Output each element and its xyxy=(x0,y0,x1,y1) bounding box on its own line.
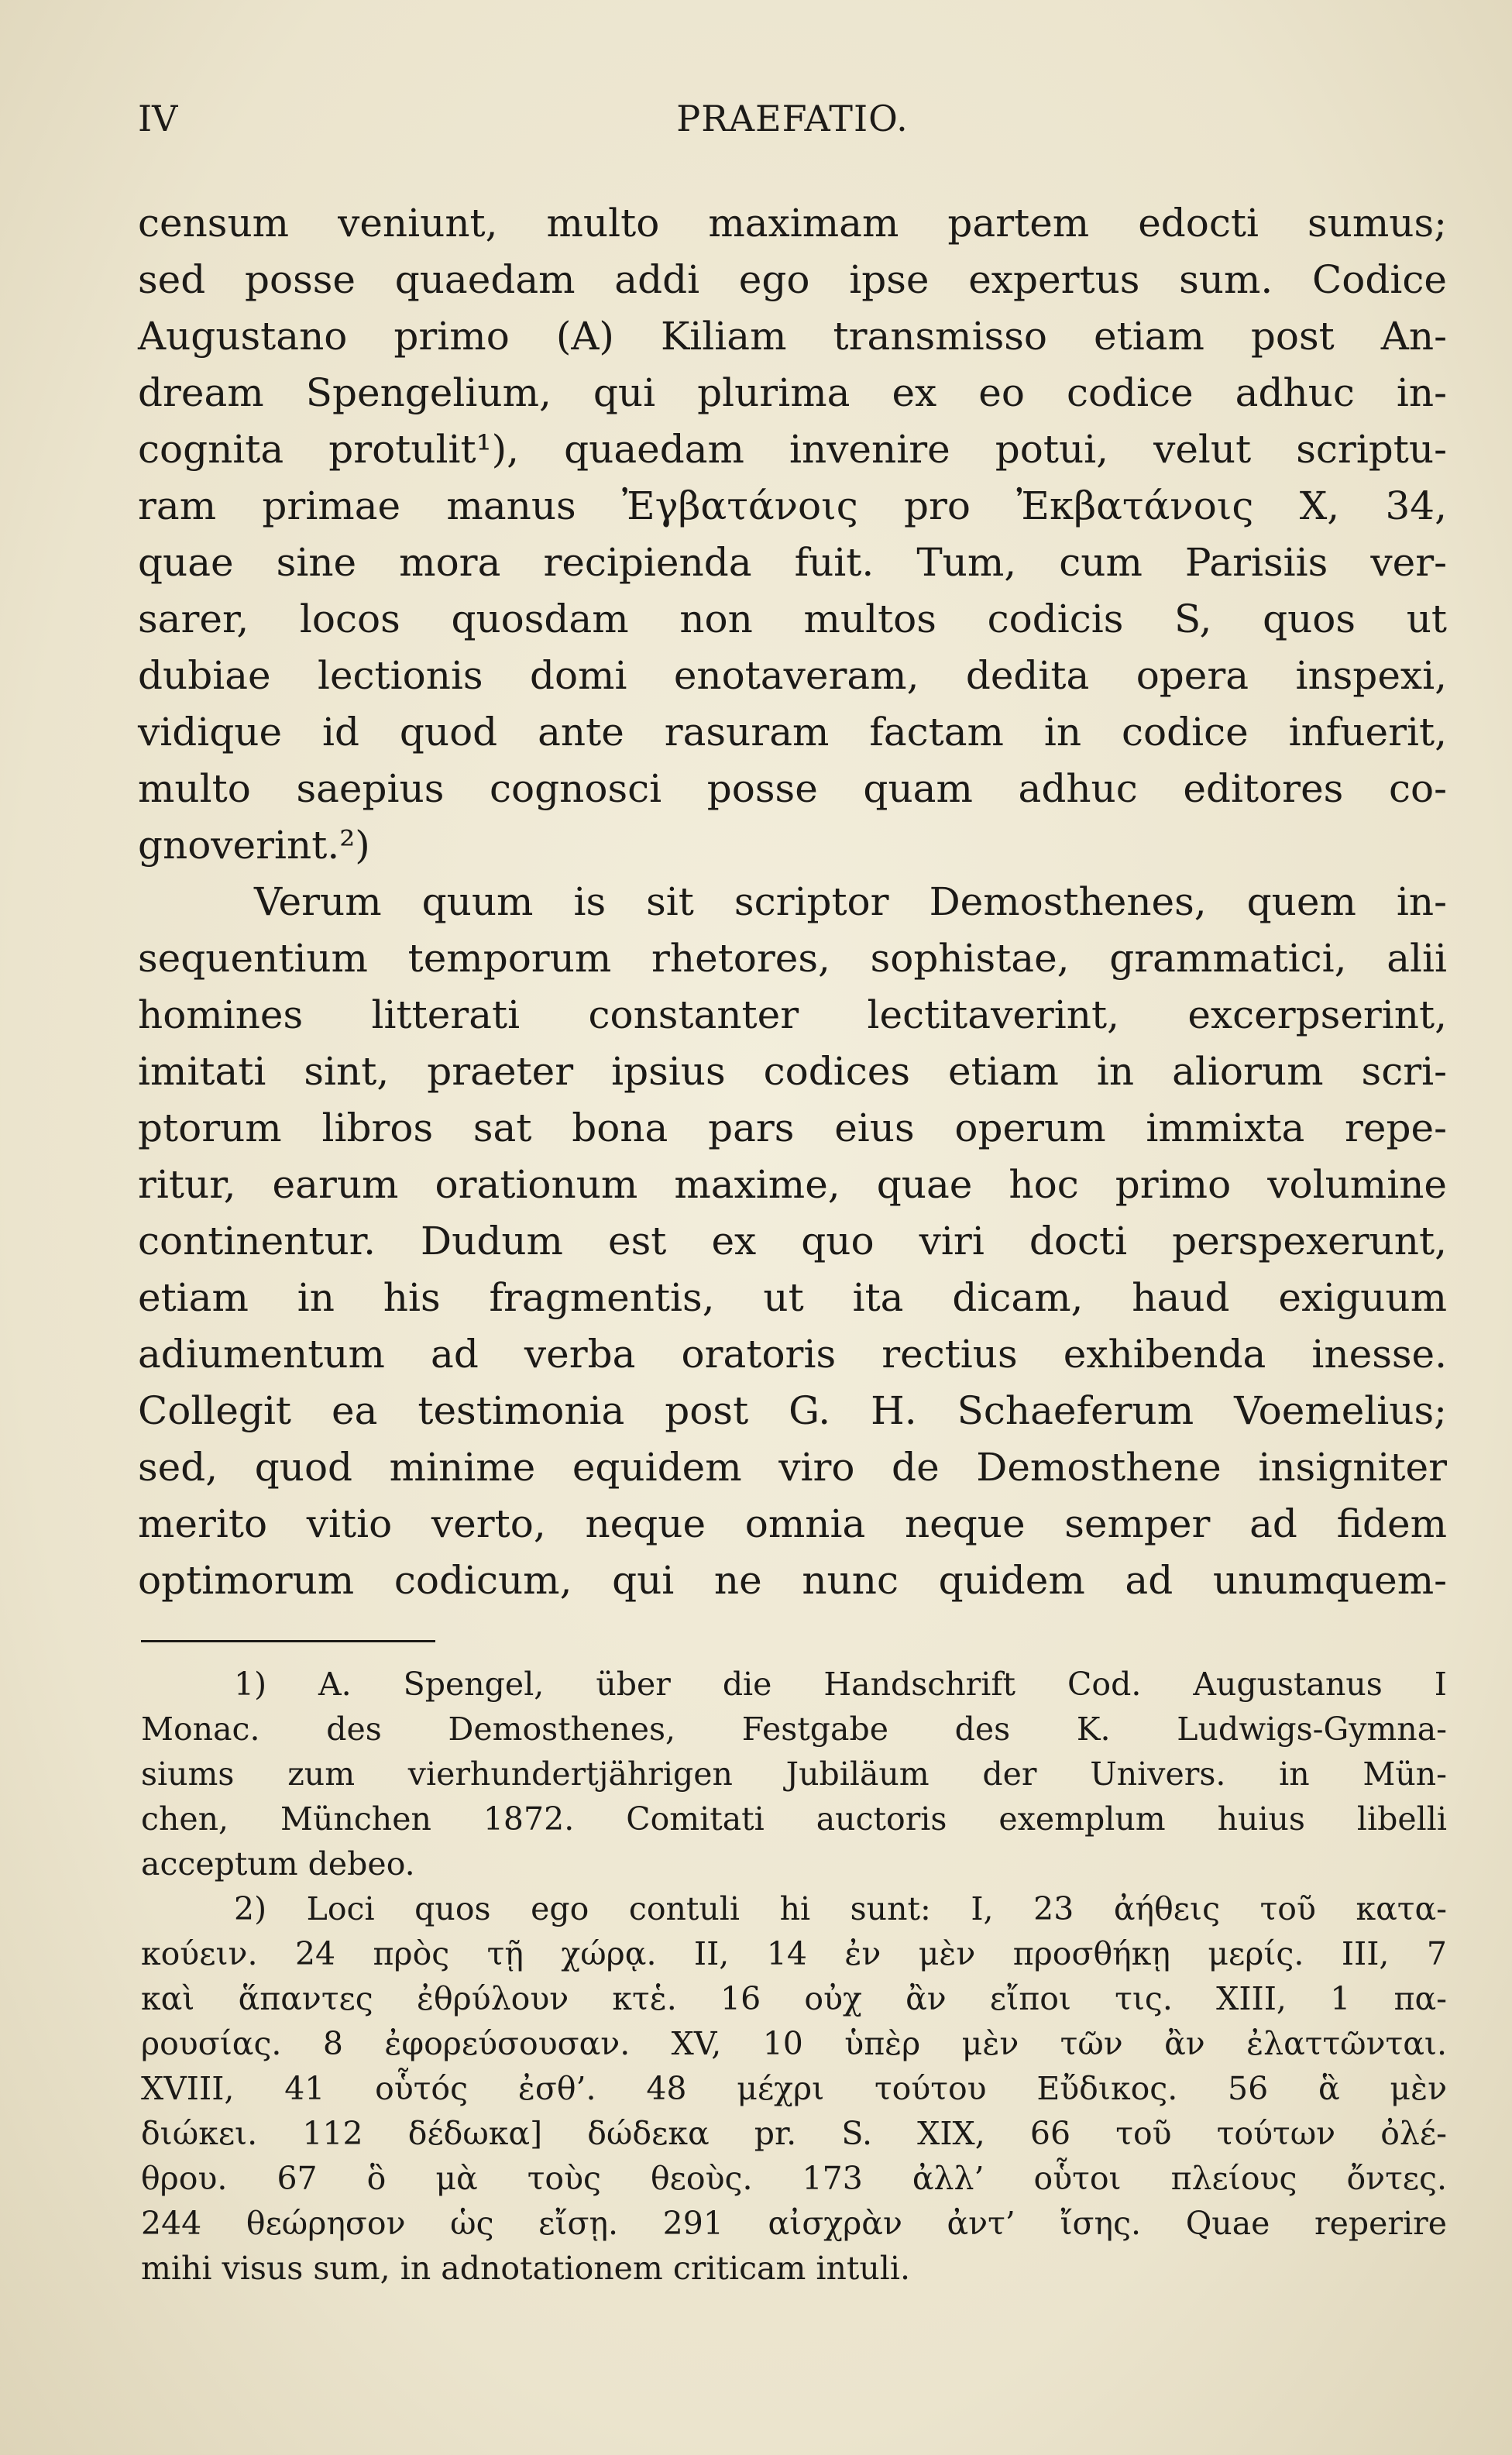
text-line: dream Spengelium, qui plurima ex eo codice adhuc in- xyxy=(138,370,1447,415)
page-header xyxy=(138,91,1447,146)
text-line: etiam in his fragmentis, ut ita dicam, haud exiguum xyxy=(138,1275,1447,1320)
text-line: continentur. Dudum est ex quo viri docti perspexerunt, xyxy=(138,1219,1447,1264)
footnote-line: mihi visus sum, in adnotationem criticam intuli. xyxy=(141,2250,911,2287)
text-line: gnoverint.²) xyxy=(138,823,370,868)
text-line: imitati sint, praeter ipsius codices etiam in aliorum scri- xyxy=(138,1049,1447,1094)
text-line: ritur, earum orationum maxime, quae hoc primo volumine xyxy=(138,1162,1447,1207)
footnote-line: Monac. des Demosthenes, Festgabe des K. Ludwigs-Gymna- xyxy=(141,1711,1447,1748)
text-line: censum veniunt, multo maximam partem edocti sumus; xyxy=(138,201,1447,246)
text-line: dubiae lectionis domi enotaveram, dedita opera inspexi, xyxy=(138,653,1447,698)
text-line: sed, quod minime equidem viro de Demosthene insigniter xyxy=(138,1445,1447,1490)
text-line: quae sine mora recipienda fuit. Tum, cum Parisiis ver- xyxy=(138,540,1447,585)
text-line: sequentium temporum rhetores, sophistae, grammatici, alii xyxy=(138,936,1447,981)
text-line: multo saepius cognosci posse quam adhuc editores co- xyxy=(138,766,1447,811)
footnote-line: διώκει. 112 δέδωκα] δώδεκα pr. S. XIX, 66 τοῦ τούτων ὀλέ- xyxy=(141,2115,1447,2152)
text-line: sarer, locos quosdam non multos codicis S, quos ut xyxy=(138,597,1447,641)
footnote-line: 2) Loci quos ego contuli hi sunt: I, 23 ἀήθεις τοῦ κατα- xyxy=(234,1890,1447,1927)
text-line: cognita protulit¹), quaedam invenire potui, velut scriptu- xyxy=(138,427,1447,472)
footnotes xyxy=(141,1662,1447,2291)
footnote-line: ρουσίας. 8 ἐφορεύσουσαν. XV, 10 ὑπὲρ μὲν τῶν ἂν ἐλαττῶνται. xyxy=(141,2025,1447,2062)
footnote-line: θρου. 67 ὃ μὰ τοὺς θεοὺς. 173 ἀλλ’ οὗτοι πλείους ὄντες. xyxy=(141,2160,1447,2197)
footnote-line: 1) A. Spengel, über die Handschrift Cod. Augustanus I xyxy=(234,1666,1447,1703)
running-title: PRAEFATIO. xyxy=(676,98,909,139)
footnote-line: XVIII, 41 οὗτός ἐσθ’. 48 μέχρι τούτου Εὔδικος. 56 ἃ μὲν xyxy=(141,2070,1447,2107)
footnote-line: 244 θεώρησον ὡς εἴσῃ. 291 αἰσχρὰν ἀντ’ ἴσης. Quae reperire xyxy=(141,2205,1447,2242)
footnote-line: chen, München 1872. Comitati auctoris exemplum huius libelli xyxy=(141,1800,1447,1838)
main-text xyxy=(138,195,1447,1609)
footnote-line: κούειν. 24 πρὸς τῇ χώρᾳ. II, 14 ἐν μὲν προσθήκῃ μερίς. III, 7 xyxy=(141,1935,1447,1972)
text-line: vidique id quod ante rasuram factam in codice infuerit, xyxy=(138,710,1447,755)
text-line: Collegit ea testimonia post G. H. Schaeferum Voemelius; xyxy=(138,1388,1447,1433)
footnote-line: καὶ ἅπαντες ἐθρύλουν κτἑ. 16 οὐχ ἂν εἴποι τις. XIII, 1 πα- xyxy=(141,1980,1447,2017)
footnote-divider xyxy=(141,1640,435,1642)
text-line: homines litterati constanter lectitaverint, excerpserint, xyxy=(138,992,1447,1037)
page-number: IV xyxy=(138,98,178,139)
text-line: Verum quum is sit scriptor Demosthenes, quem in- xyxy=(254,879,1447,924)
text-line: ram primae manus Ἐγβατάνοις pro Ἐκβατάνοις X, 34, xyxy=(138,483,1447,528)
text-line: sed posse quaedam addi ego ipse expertus sum. Codice xyxy=(138,257,1447,302)
text-line: Augustano primo (A) Kiliam transmisso etiam post An- xyxy=(138,314,1447,359)
text-line: merito vitio verto, neque omnia neque semper ad fidem xyxy=(138,1501,1447,1546)
text-line: adiumentum ad verba oratoris rectius exhibenda inesse. xyxy=(138,1332,1447,1377)
footnote-line: acceptum debeo. xyxy=(141,1845,415,1883)
footnote-line: siums zum vierhundertjährigen Jubiläum der Univers. in Mün- xyxy=(141,1755,1447,1793)
text-line: ptorum libros sat bona pars eius operum immixta repe- xyxy=(138,1105,1447,1150)
text-line: optimorum codicum, qui ne nunc quidem ad unumquem- xyxy=(138,1558,1447,1603)
